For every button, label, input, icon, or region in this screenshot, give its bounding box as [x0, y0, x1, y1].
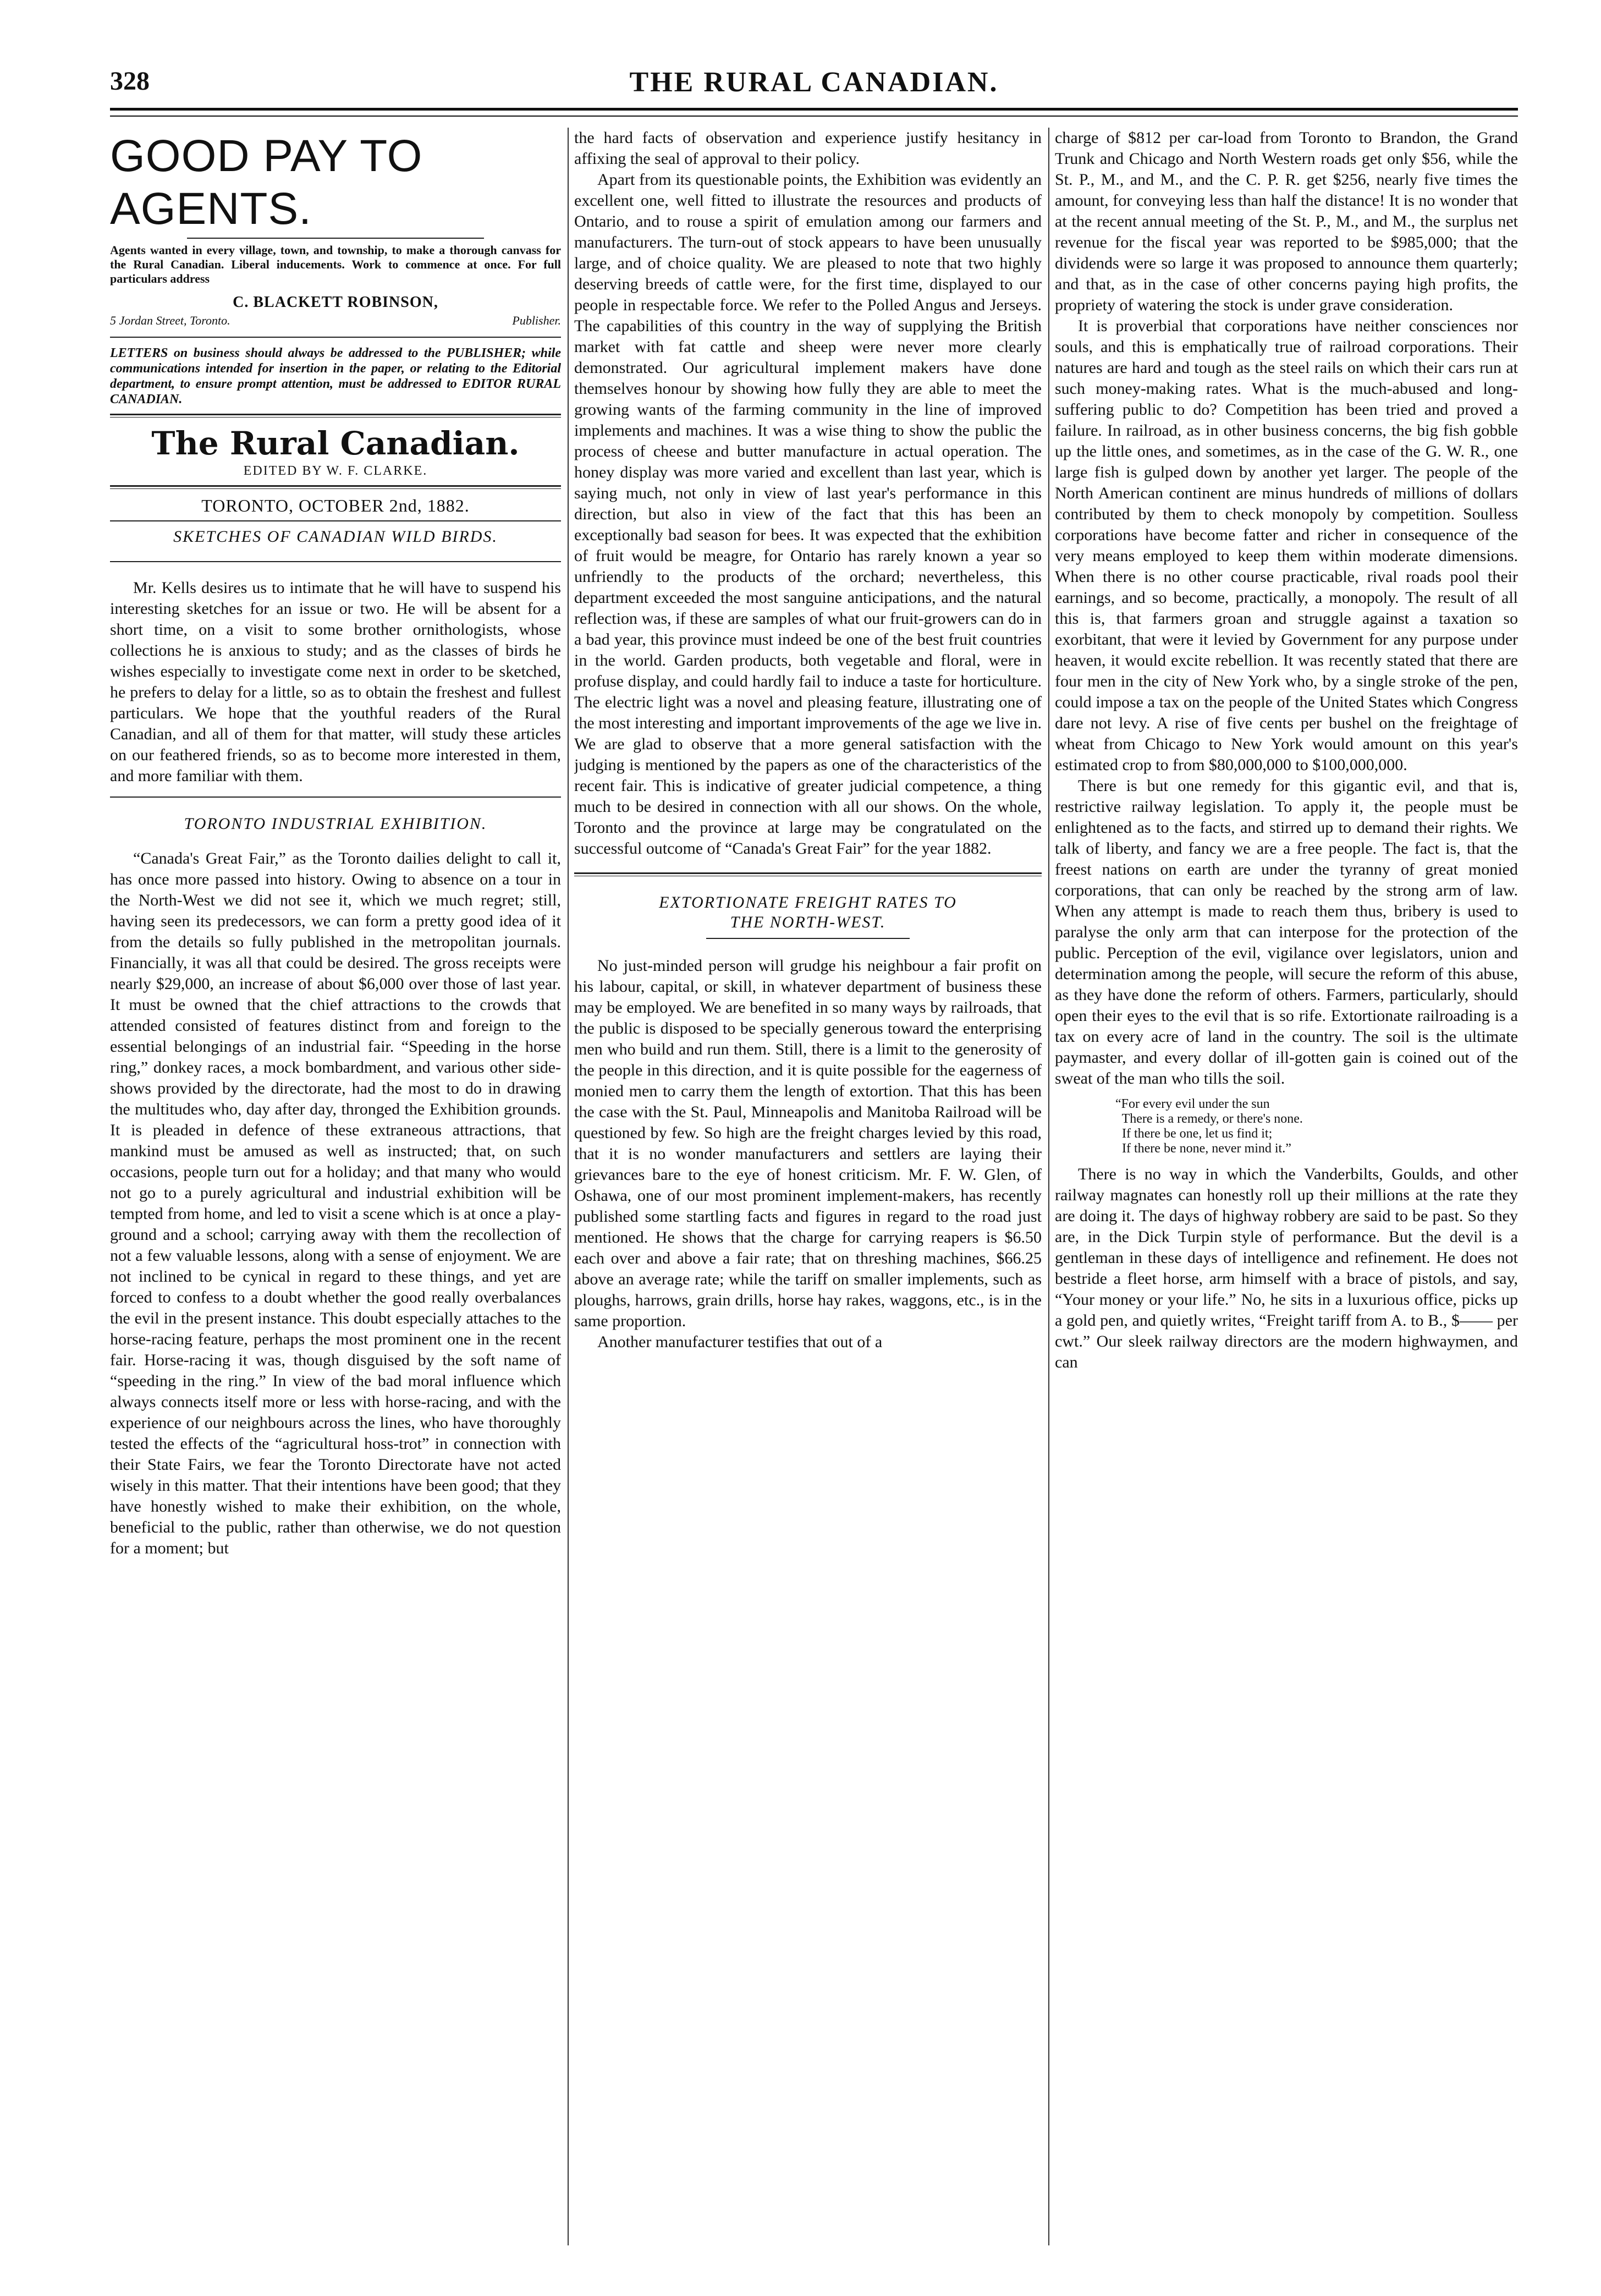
divider [110, 561, 561, 562]
divider [110, 485, 561, 489]
birds-paragraph: Mr. Kells desires us to intimate that he will have to suspend his interesting sketches for an issue or two. He will be absent for a short time, on a visit to some brother ornithologists, whose collections he is anxious to study; and as the classes of birds he wishes especially to investigate come next in order to be sketched, he prefers to delay for a little, so as to obtain the freshest and fullest particulars. We hope that the youthful readers of the Rural Canadian, and all of them for that matter, will study these articles on our feathered friends, so as to become more interested in them, and more familiar with them. [110, 579, 561, 785]
verse-line: “For every evil under the sun [1115, 1097, 1270, 1111]
ad-address: 5 Jordan Street, Toronto. [110, 314, 230, 327]
divider [574, 872, 1042, 876]
exhibition-paragraph: the hard facts of observation and experience justify hesitancy in affixing the seal of approval to their policy. [574, 129, 1042, 168]
verse-line: There is a remedy, or there's none. [1115, 1112, 1303, 1126]
ad-text: Agents wanted in every village, town, and township, to make a thorough canvass for the Rural Canadian. Liberal inducements. Work to commence at once. For full particulars address [110, 243, 561, 285]
freight-paragraph: Another manufacturer testifies that out of a [597, 1333, 883, 1351]
freight-paragraph: No just-minded person will grudge his neighbour a fair profit on his labour, capital, or skill, in whatever department of business these may be employed. We are benefited in so many ways by railroads, that the public is disposed to be specially generous toward the enterprising men who build and run them. Still, there is a limit to the generosity of the people in this direction, and it is quite possible for the eagerness of monied men to carry them the length of extortion. That this has been the case with the St. Paul, Minneapolis and Manitoba Railroad will be questioned by few. So high are the freight charges levied by this road, that it is no wonder manufacturers and settlers are laying their grievances bare to the eye of honest criticism. Mr. F. W. Glen, of Oshawa, one of our most prominent implement-makers, has recently published some startling facts and figures in regard to the road just mentioned. He shows that the charge for carrying reapers is $6.50 each over and above a fair rate; that on threshing machines, $66.25 above an average rate; while the tariff on smaller implements, such as ploughs, harrows, grain drills, horse hay rakes, waggons, etc., is in the same proportion. [574, 957, 1042, 1330]
ad-address-line [110, 314, 561, 329]
running-head [110, 66, 1518, 99]
masthead: THE RURAL CANADIAN. [629, 67, 999, 98]
ad-title: GOOD PAY TO AGENTS. [110, 131, 423, 234]
column-divider [1048, 128, 1049, 2245]
editor-line: EDITED BY W. F. CLARKE. [243, 464, 428, 478]
section-heading-exhibition: TORONTO INDUSTRIAL EXHIBITION. [184, 815, 487, 833]
divider [110, 337, 561, 338]
column-1 [110, 128, 561, 2251]
paper-title: The Rural Canadian. [151, 425, 520, 462]
section-heading-freight [574, 893, 1042, 932]
divider [706, 938, 910, 939]
dateline: TORONTO, OCTOBER 2nd, 1882. [201, 496, 470, 515]
divider [110, 520, 561, 521]
heading-line: EXTORTIONATE FREIGHT RATES TO [659, 893, 957, 911]
header-rule [110, 108, 1518, 117]
freight-paragraph: It is proverbial that corporations have neither consciences nor souls, and this is emphatically true of railroad corporations. Their natures are hard and tough as the steel rails on which their cars run at such money-making rates. What is the much-abused and long-suffering public to do? Competition has been tried and proved a failure. In railroad, as in other business concerns, the big fish gobble up the little ones, and sometimes, as in the case of the G. W. R., one large fish is gulped down by another yet larger. The people of the North American continent are minus hundreds of millions of dollars contributed by them to check monopoly by competition. Soulless corporations have become fatter and richer in consequence of the very means employed to keep them within moderate dimensions. When there is no other course practicable, rival roads pool their earnings, and so become, practically, a monopoly. The result of all this is, that farmers groan and struggle against a taxation so exorbitant, that were it levied by Government for any purpose under heaven, it would excite rebellion. It was recently stated that there are four men in the city of New York who, by a single stroke of the pen, could impose a tax on the people of the United States which Congress dare not levy. A rise of five cents per bushel on the freightage of wheat from Chicago to New York would amount on this year's estimated crop to from $80,000,000 to $100,000,000. [1055, 317, 1518, 774]
divider [187, 238, 484, 239]
exhibition-paragraph: “Canada's Great Fair,” as the Toronto dailies delight to call it, has once more passed into history. Owing to absence on a tour in the North-West we did not see it, which we much regret; still, having seen its predecessors, we can form a pretty good idea of it from the details so fully published in the metropolitan journals. Financially, it was all that could be desired. The gross receipts were nearly $29,000, an increase of about $6,000 over those of last year. It must be owned that the chief attractions to the crowds that attended consisted of features distinct from and foreign to the essential belongings of an industrial fair. “Speeding in the horse ring,” donkey races, a mock bombardment, and various other side-shows provided by the directorate, had the most to do in drawing the multitudes who, day after day, thronged the Exhibition grounds. It is pleaded in defence of these extraneous attractions, that mankind must be amused as well as instructed; that, on such occasions, people turn out for a holiday; and that many who would not go to a purely agricultural and industrial exhibition will be tempted from home, and led to visit a scene which is at once a play-ground and a school; carrying away with them the recollection of not a few valuable lessons, along with a sense of enjoyment. We are not inclined to be cynical in regard to these things, and yet are forced to confess to a doubt whether the good really overbalances the evil in the present instance. This doubt especially attaches to the horse-racing feature, perhaps the most prominent one in the recent fair. Horse-racing it was, though disguised by the soft name of “speeding in the ring.” In view of the bad moral influence which always connects itself more or less with horse-racing, and with the experience of our neighbours across the lines, who have thoroughly tested the effects of the “agricultural hoss-trot” in connection with their State Fairs, we fear the Toronto Directorate have not acted wisely in this matter. That their intentions have been good; that they have honestly wished to make their exhibition, on the whole, beneficial to the public, rather than otherwise, we do not question for a moment; but [110, 849, 561, 1557]
divider [110, 414, 561, 418]
freight-paragraph: charge of $812 per car-load from Toronto to Brandon, the Grand Trunk and Chicago and North Western roads get only $56, while the St. P., M., and M., and the C. P. R. get $256, nearly five times the amount, for conveying less than half the distance! It is no wonder that at the recent annual meeting of the St. P., M., and M., the surplus net revenue for the fiscal year was reported to be $985,000; that the dividends were so large it was proposed to announce them quarterly; and that, as in the case of other concerns paying high profits, the propriety of watering the stock is under grave consideration. [1055, 129, 1518, 314]
freight-paragraph: There is but one remedy for this gigantic evil, and that is, restrictive railway legislation. To apply it, the people must be enlightened as to the facts, and stirred up to demand their rights. We talk of liberty, and fancy we are a free people. The fact is, that the freest nations on earth are under the tyranny of great monied corporations, that can only be reached by the strong arm of law. When any attempt is made to reach them thus, bribery is used to paralyse the only arm that can interpose for the protection of the public. Perception of the evil, vigilance over legislators, union and determination among the people, will secure the reform of this abuse, as they have done the reform of others. Farmers, particularly, should open their eyes to the evil that is so rife. Extortionate railroading is a tax on every acre of land in the country. The soil is the ultimate paymaster, and every dollar of ill-gotten gain is coined out of the sweat of the man who tills the soil. [1055, 777, 1518, 1087]
divider [110, 797, 561, 798]
column-divider [568, 128, 569, 2245]
page-number: 328 [110, 67, 150, 96]
verse-line: If there be one, let us find it; [1115, 1127, 1273, 1141]
verse-line: If there be none, never mind it.” [1115, 1141, 1291, 1156]
section-heading-birds: SKETCHES OF CANADIAN WILD BIRDS. [173, 528, 498, 546]
verse-quote [1115, 1097, 1518, 1156]
ad-publisher-role: Publisher. [512, 314, 561, 327]
ad-publisher-name: C. BLACKETT ROBINSON, [233, 294, 438, 311]
column-3 [1055, 128, 1518, 2251]
heading-line: THE NORTH-WEST. [730, 913, 886, 931]
column-2 [574, 128, 1042, 2251]
freight-paragraph: There is no way in which the Vanderbilts, Goulds, and other railway magnates can honestly roll up their millions at the rate they are doing it. The days of highway robbery are said to be past. So they are, in the Dick Turpin style of performance. But the devil is a gentleman in these days of intelligence and refinement. He does not bestride a fleet horse, arm himself with a brace of pistols, and say, “Your money or your life.” No, he sits in a luxurious office, picks up a gold pen, and quietly writes, “Freight tariff from A. to B., $—— per cwt.” Our sleek railway directors are the modern highwaymen, and can [1055, 1165, 1518, 1371]
ad-notice: LETTERS on business should always be addressed to the PUBLISHER; while communications intended for insertion in the paper, or relating to the Editorial department, to ensure prompt attention, must be addressed to EDITOR RURAL CANADIAN. [110, 346, 561, 407]
exhibition-paragraph: Apart from its questionable points, the Exhibition was evidently an excellent one, well fitted to illustrate the resources and products of Ontario, and to rouse a spirit of emulation among our farmers and manufacturers. The turn-out of stock appears to have been unusually large, and of choice quality. We are pleased to note that two highly deserving breeds of cattle were, for the first time, displayed to our people in respectable force. We refer to the Polled Angus and Jerseys. The capabilities of this country in the way of supplying the British market with fat cattle and sheep were never more clearly demonstrated. Our agricultural implement makers have done themselves honour by showing how fully they are able to meet the growing wants of the farming community in the line of improved implements and machines. It was a wise thing to show the public the process of cheese and butter manufacture in actual operation. The honey display was more varied and excellent than last year, which is saying much, not only in view of last year's performance in this direction, but also in view of the fact that this has been an exceptionally bad season for bees. It was expected that the exhibition of fruit would be meagre, for Ontario has rarely known a year so unfriendly to the products of the orchard; nevertheless, this department exceeded the most sanguine anticipations, and the natural reflection was, if these are samples of what our fruit-growers can do in a bad year, this province must indeed be one of the best fruit countries in the world. Garden products, both vegetable and floral, were in profuse display, and could hardly fail to induce a taste for horticulture. The electric light was a novel and pleasing feature, illustrating one of the most interesting and important improvements of the age we live in. We are glad to observe that a more general satisfaction with the judging is mentioned by the papers as one of the characteristics of the recent fair. This is indicative of greater judicial competence, a thing much to be desired in connection with all our shows. On the whole, Toronto and the province at large may be congratulated on the successful outcome of “Canada's Great Fair” for the year 1882. [574, 171, 1042, 858]
